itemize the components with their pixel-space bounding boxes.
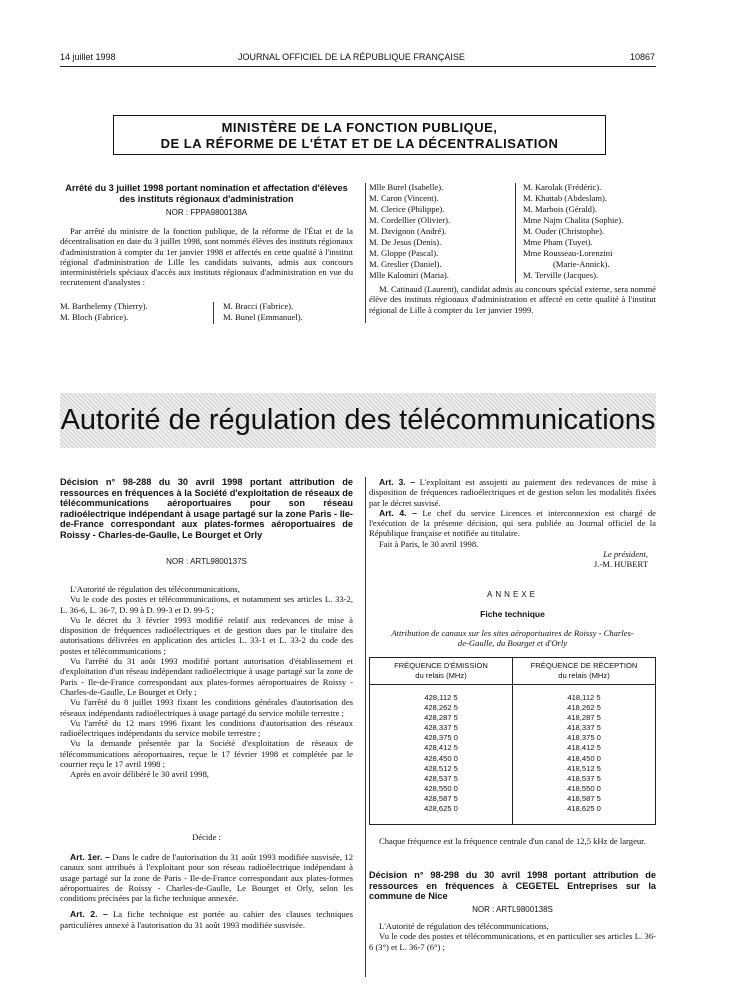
ministry-box bbox=[113, 115, 606, 155]
name-item: Mlle Burel (Isabelle). bbox=[369, 182, 444, 192]
considerant: L'Autorité de régulation des télécommunications, bbox=[70, 584, 240, 594]
arrete-nor: NOR : FPPA9800138A bbox=[165, 208, 248, 217]
article-4-label: Art. 4. – bbox=[379, 507, 417, 518]
name-item: M. Bunel (Emmanuel). bbox=[223, 312, 303, 322]
decision2-title: Décision n° 98-298 du 30 avril 1998 portant attribution de ressources en fréquences à CEGETEL Entreprises sur la commune de Nice bbox=[369, 870, 656, 901]
emission-values bbox=[370, 685, 513, 825]
decision1-decide: Décide : bbox=[192, 832, 221, 842]
table-cell: 418,262 5 bbox=[567, 703, 601, 713]
name-item: Mme Najm Chalita (Sophie). bbox=[523, 215, 624, 225]
name-item: M. Bracci (Fabrice). bbox=[223, 301, 294, 311]
considerant: Vu le code des postes et télécommunications, et notamment ses articles L. 33-2, L. 36-6, L. 36-7, D. 99 à D. 99-3 et D. 99-5 ; bbox=[60, 594, 353, 615]
decision2-nor: NOR : ARTL9800138S bbox=[472, 905, 553, 914]
table-cell: 418,112 5 bbox=[567, 693, 601, 702]
annexe-note bbox=[369, 836, 656, 846]
table-cell: 418,287 5 bbox=[567, 713, 601, 723]
considerant: Après en avoir délibéré le 30 avril 1998, bbox=[70, 769, 209, 780]
name-item: M. De Jesus (Denis). bbox=[369, 237, 442, 247]
table-cell: 428,375 0 bbox=[424, 733, 458, 743]
considerant: Vu le décret du 3 février 1993 modifié relatif aux redevances de mise à disposition de fréquences radioélectriques et de gestion dues par le titulaire des autorisations délivrées en application des articles L. 33-1 et L. 33-2 du code des postes et télécommunications ; bbox=[60, 614, 353, 656]
arrete-title: Arrêté du 3 juillet 1998 portant nomination et affectation d'élèves des instituts régionaux d'administration bbox=[65, 183, 348, 204]
decision2-body bbox=[369, 921, 656, 952]
table-cell: 428,625 0 bbox=[424, 804, 458, 814]
name-item: Mme Pham (Tuyet). bbox=[523, 237, 593, 247]
arrete-paragraph: Par arrêté du ministre de la fonction publique, de la réforme de l'État et de la décentralisation en date du 3 juillet 1998, sont nommés élèves des instituts régionaux d'administration à compter du 1er janvier 1998 et affectés en cette qualité à l'institut régional d'administration de Lille les candidats suivants, admis aux concours interministériels spéciaux d'accès aux instituts régionaux d'administration en vue du recrutement d'analystes : bbox=[60, 226, 353, 288]
article-2-label: Art. 2. – bbox=[70, 909, 108, 920]
considerant: Vu l'arrêté du 8 juillet 1993 fixant les conditions générales d'autorisation des réseaux indépendants radioélectriques à usage partagé du service mobile terrestre ; bbox=[60, 697, 353, 718]
name-item: (Marie-Annick). bbox=[553, 259, 610, 269]
reception-values bbox=[513, 685, 656, 825]
annexe-note-text: Chaque fréquence est la fréquence centrale d'un canal de 12,5 kHz de largeur. bbox=[379, 836, 646, 846]
table-cell: 428,537 5 bbox=[424, 773, 458, 783]
table-cell: 418,375 0 bbox=[567, 733, 601, 743]
table-cell: 418,587 5 bbox=[567, 793, 601, 803]
name-item: M. Greslier (Daniel). bbox=[369, 259, 442, 269]
article-4-text: Le chef du service Licences et interconnexion est chargé de l'exécution de la présente décision, qui sera publiée au Journal officiel de la République française et notifiée au titulaire. bbox=[369, 507, 656, 539]
column-header-reception-title: FRÉQUENCE DE RÉCEPTION bbox=[530, 661, 638, 670]
article-1 bbox=[60, 852, 353, 903]
name-item: M. Davignon (André). bbox=[369, 226, 447, 236]
article-1-text: Dans le cadre de l'autorisation du 31 août 1993 modifiée susvisée, 12 canaux sont attribués à l'exploitant pour son réseau radioélectrique indépendant à usage partagé sur la zone de Paris - Ile-de-France correspondant aux plates-formes aéroportuaires de Roissy - Charles-de-Gaulle, Le Bourget et Orly, selon les conditions précisées par la fiche technique annexée. bbox=[60, 852, 354, 904]
arrete-names-col-a bbox=[60, 301, 210, 323]
table-cell: 428,337 5 bbox=[424, 723, 458, 733]
table-cell: 428,287 5 bbox=[424, 713, 458, 723]
fait-a-paris: Fait à Paris, le 30 avril 1998. bbox=[379, 538, 479, 549]
article-2 bbox=[60, 909, 353, 930]
arrete-closing-paragraph: M. Catinaud (Laurent), candidat admis au concours spécial externe, sera nommé élève des instituts régionaux d'administration et affecté en cette qualité à l'institut régional de Lille à compter du 1er janvier 1999. bbox=[369, 284, 656, 315]
table-header-row bbox=[370, 658, 656, 685]
table-cell: 418,337 5 bbox=[567, 723, 601, 733]
article-2-text: La fiche technique est portée au cahier des clauses techniques particulières annexé à l'autorisation du 31 août 1993 modifiée susvisée. bbox=[60, 909, 353, 930]
table-cell: 428,512 5 bbox=[424, 763, 458, 773]
header-journal: JOURNAL OFFICIEL DE LA RÉPUBLIQUE FRANÇAISE bbox=[238, 52, 465, 62]
decision1-articles-right bbox=[369, 477, 656, 570]
name-item: M. Terville (Jacques). bbox=[523, 270, 599, 280]
considerant: Vu l'arrêté du 31 août 1993 modifié portant autorisation d'établissement et d'exploitation d'un réseau indépendant radioélectrique à usage partagé sur la zone de Paris - Ile-de-France correspondant aux plates-formes aéroportuaires de Roissy - Charles-de-Gaulle, Le Bourget et Orly ; bbox=[60, 656, 353, 697]
header-date: 14 juillet 1998 bbox=[60, 52, 116, 62]
arrete-closing bbox=[369, 284, 656, 315]
name-item: M. Marbois (Gérald). bbox=[523, 204, 597, 214]
name-item: M. Gloppe (Pascal). bbox=[369, 248, 439, 258]
column-divider bbox=[365, 477, 366, 977]
president-name: J.-M. HUBERT bbox=[593, 559, 648, 570]
table-row bbox=[370, 685, 656, 825]
decision1-articles-left bbox=[60, 852, 353, 930]
article-3 bbox=[369, 477, 656, 508]
decision1-considerants bbox=[60, 584, 353, 780]
table-cell: 428,412 5 bbox=[424, 743, 458, 753]
name-item: M. Cordellier (Olivier). bbox=[369, 215, 451, 225]
president-label: Le président, bbox=[603, 549, 648, 560]
considerant: Vu l'arrêté du 12 mars 1996 fixant les conditions d'autorisation des réseaux radioélectriques indépendants du service mobile terrestre ; bbox=[60, 717, 353, 739]
ministry-line-2: DE LA RÉFORME DE L'ÉTAT ET DE LA DÉCENTRALISATION bbox=[160, 136, 559, 151]
name-item: M. Clerice (Philippe). bbox=[369, 204, 445, 214]
decision2-paragraph: Vu le code des postes et télécommunications, et en particulier ses articles L. 36-6 (3°) et L. 36-7 (6°) ; bbox=[369, 931, 656, 952]
name-item: M. Caron (Vincent). bbox=[369, 193, 439, 203]
table-cell: 418,625 0 bbox=[567, 804, 601, 814]
decision1-title: Décision n° 98-288 du 30 avril 1998 portant attribution de ressources en fréquences à la Société d'exploitation de réseaux de télécommunications aéroportuaires pour son réseau radioélectrique indépendant à usage partagé sur la zone Paris - Ile-de-France correspondant aux plates-formes aéroportuaires de Roissy - Charles-de-Gaulle, Le Bourget et Orly bbox=[60, 477, 353, 540]
table-cell: 418,550 0 bbox=[567, 783, 601, 793]
header-page-number: 10867 bbox=[630, 52, 656, 62]
column-header-reception-unit: du relais (MHz) bbox=[558, 671, 610, 680]
table-cell: 428,550 0 bbox=[424, 783, 458, 793]
names-divider bbox=[213, 302, 214, 324]
arrete-names-col-mid bbox=[369, 182, 519, 281]
article-3-label: Art. 3. – bbox=[379, 477, 416, 487]
table-cell: 428,112 5 bbox=[424, 693, 458, 702]
arrete-names-col-b bbox=[223, 301, 353, 323]
article-3-text: L'exploitant est assujetti au paiement des redevances de mise à disposition de fréquences radioélectriques et de gestion selon les modalités fixées par le décret susvisé. bbox=[369, 477, 656, 508]
considerant: Vu la demande présentée par la Société d'exploitation de réseaux de télécommunications aéroportuaires, reçue le 17 février 1998 et complétée par le courrier reçu le 17 avril 1998 ; bbox=[60, 738, 353, 770]
name-item: M. Ouder (Christophe). bbox=[523, 226, 605, 236]
decision2-paragraph: L'Autorité de régulation des télécommunications, bbox=[379, 921, 549, 931]
name-item: Mme Rousseau-Lorenzini bbox=[523, 248, 613, 258]
name-item: M. Khattab (Abdeslam). bbox=[523, 193, 608, 203]
arrete-names-col-right bbox=[523, 182, 656, 281]
table-cell: 418,512 5 bbox=[567, 763, 601, 773]
annexe-caption: Attribution de canaux sur les sites aéroportuaires de Roissy - Charles-de-Gaulle, du Bourget et d'Orly bbox=[391, 628, 634, 649]
frequency-table bbox=[369, 657, 656, 825]
ministry-line-1: MINISTÈRE DE LA FONCTION PUBLIQUE, bbox=[221, 120, 498, 135]
decision1-nor: NOR : ARTL9800137S bbox=[166, 557, 247, 566]
article-4 bbox=[369, 508, 656, 539]
annexe-heading: ANNEXE bbox=[487, 590, 538, 599]
name-item: M. Bloch (Fabrice). bbox=[60, 312, 129, 322]
column-header-emission bbox=[370, 658, 513, 685]
name-item: M. Karolak (Frédéric). bbox=[523, 182, 602, 192]
annexe-subheading: Fiche technique bbox=[480, 609, 545, 619]
names-divider bbox=[515, 183, 516, 283]
table-cell: 418,412 5 bbox=[567, 743, 601, 753]
name-item: M. Barthelemy (Thierry). bbox=[60, 301, 148, 311]
table-cell: 428,587 5 bbox=[424, 793, 458, 803]
name-item: Mlle Kalomiri (Maria). bbox=[369, 270, 449, 280]
header-rule bbox=[60, 66, 656, 67]
arrete-body bbox=[60, 226, 353, 288]
column-header-reception bbox=[513, 658, 656, 685]
table-cell: 428,262 5 bbox=[424, 703, 458, 713]
column-header-emission-title: FRÉQUENCE D'ÉMISSION bbox=[394, 661, 488, 670]
table-cell: 418,537 5 bbox=[567, 773, 601, 783]
authority-banner: Autorité de régulation des télécommunications bbox=[60, 393, 656, 448]
article-1-label: Art. 1er. – bbox=[70, 852, 110, 862]
table-cell: 418,450 0 bbox=[567, 753, 601, 763]
table-cell: 428,450 0 bbox=[424, 753, 458, 763]
column-header-emission-unit: du relais (MHz) bbox=[415, 671, 467, 680]
column-divider bbox=[365, 183, 366, 323]
